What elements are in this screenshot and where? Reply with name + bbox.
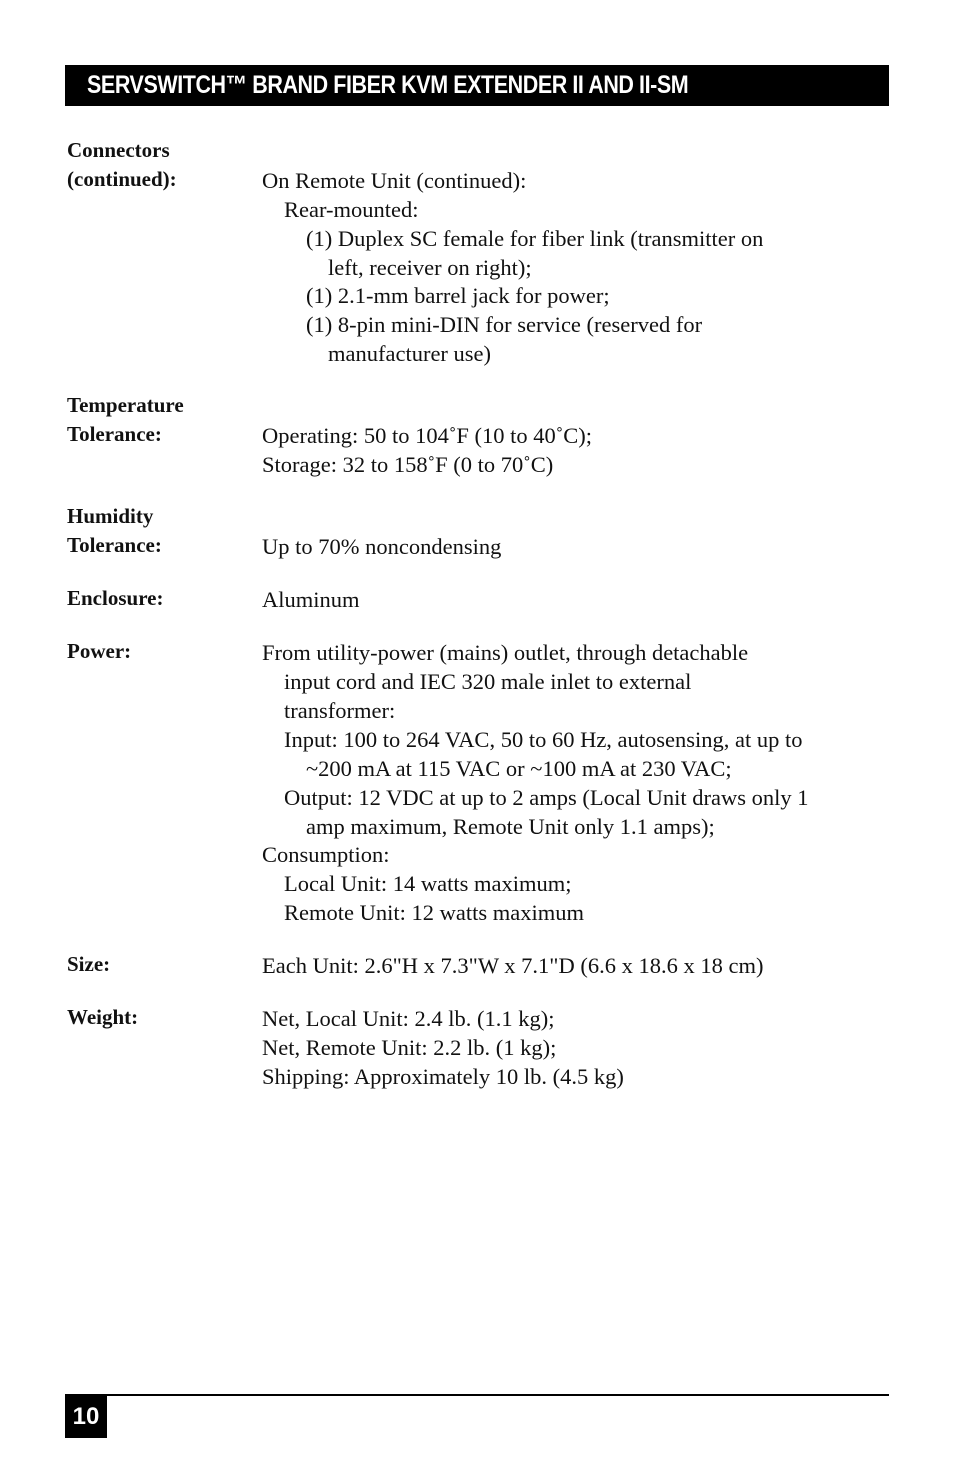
spec-label: Humidity <box>67 504 154 528</box>
spec-value-line: Input: 100 to 264 VAC, 50 to 60 Hz, autosensing, at up to <box>284 727 803 752</box>
spec-value-line: Output: 12 VDC at up to 2 amps (Local Unit draws only 1 <box>284 785 809 810</box>
spec-label: (continued): <box>67 167 177 191</box>
spec-label: Enclosure: <box>67 586 164 610</box>
page-header-title: SERVSWITCH™ BRAND FIBER KVM EXTENDER II AND II-SM <box>87 71 689 99</box>
spec-label: Connectors <box>67 138 170 162</box>
spec-value-line: amp maximum, Remote Unit only 1.1 amps); <box>306 814 715 839</box>
spec-value-line: input cord and IEC 320 male inlet to external <box>284 669 692 694</box>
spec-value-line: Consumption: <box>262 842 390 867</box>
spec-value-line: Operating: 50 to 104˚F (10 to 40˚C); <box>262 423 592 448</box>
spec-value-line: From utility-power (mains) outlet, through detachable <box>262 640 749 665</box>
spec-value-line: Local Unit: 14 watts maximum; <box>284 871 572 896</box>
footer-divider <box>65 1394 889 1396</box>
spec-value-line: Storage: 32 to 158˚F (0 to 70˚C) <box>262 452 554 477</box>
spec-value-line: transformer: <box>284 698 396 723</box>
spec-value-line: Rear-mounted: <box>284 197 419 222</box>
spec-label: Temperature <box>67 393 184 417</box>
spec-label: Tolerance: <box>67 533 162 557</box>
spec-value-line: Net, Local Unit: 2.4 lb. (1.1 kg); <box>262 1006 555 1031</box>
spec-label: Tolerance: <box>67 422 162 446</box>
spec-value-line: Each Unit: 2.6"H x 7.3"W x 7.1"D (6.6 x 18.6 x 18 cm) <box>262 953 764 978</box>
spec-value-line: (1) 8-pin mini-DIN for service (reserved for <box>306 312 703 337</box>
spec-value-line: left, receiver on right); <box>328 255 532 280</box>
spec-value-line: Up to 70% noncondensing <box>262 534 502 559</box>
spec-label: Power: <box>67 639 132 663</box>
spec-label: Size: <box>67 952 111 976</box>
spec-label: Weight: <box>67 1005 139 1029</box>
spec-value-line: (1) Duplex SC female for fiber link (transmitter on <box>306 226 764 251</box>
page-number: 10 <box>65 1394 107 1438</box>
page-header <box>65 65 889 106</box>
spec-value-line: Remote Unit: 12 watts maximum <box>284 900 584 925</box>
spec-value-line: Aluminum <box>262 587 360 612</box>
spec-value-line: Shipping: Approximately 10 lb. (4.5 kg) <box>262 1064 624 1089</box>
spec-value-line: On Remote Unit (continued): <box>262 168 527 193</box>
spec-value-line: ~200 mA at 115 VAC or ~100 mA at 230 VAC; <box>306 756 732 781</box>
spec-value-line: (1) 2.1-mm barrel jack for power; <box>306 283 610 308</box>
spec-value-line: Net, Remote Unit: 2.2 lb. (1 kg); <box>262 1035 557 1060</box>
spec-value-line: manufacturer use) <box>328 341 492 366</box>
